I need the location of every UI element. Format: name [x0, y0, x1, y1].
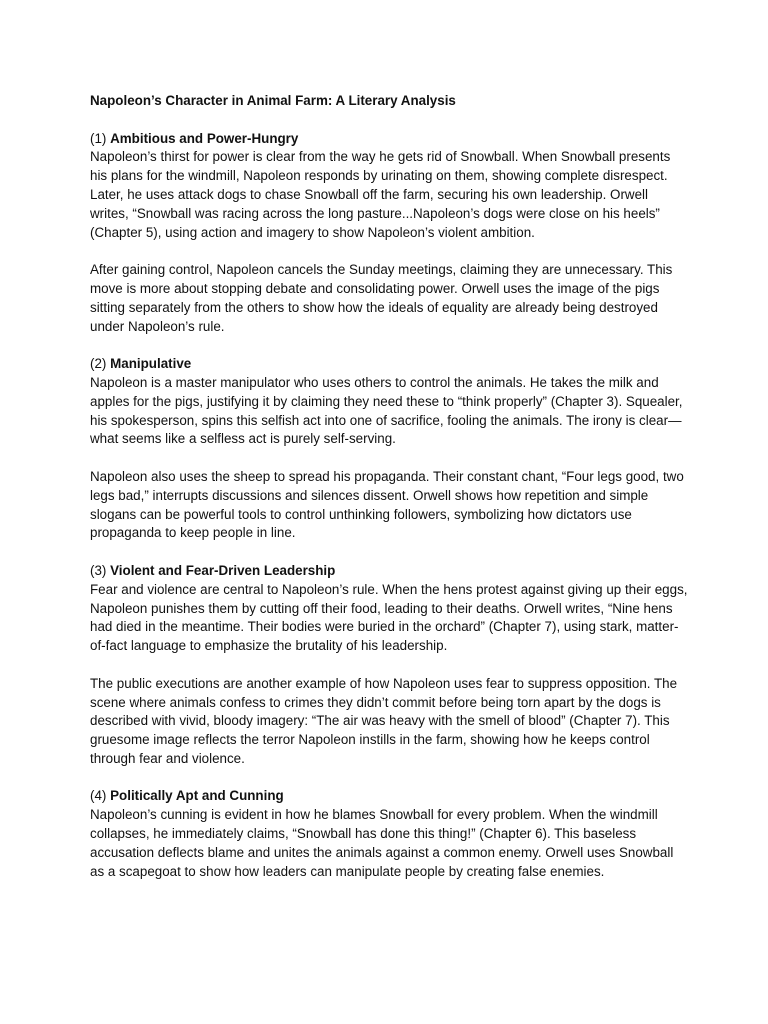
- section-number: (3): [90, 562, 107, 578]
- section-number: (1): [90, 130, 107, 146]
- section-number: (4): [90, 788, 107, 804]
- body-paragraph: Napoleon’s thirst for power is clear from the way he gets rid of Snowball. When Snowball presents his plans for the windmill, Napoleon responds by urinating on them, showing complete disrespect. Later, he uses attack dogs to chase Snowball off the farm, securing his own leadership. Orwell writes, “Snowball was racing across the long pasture...Napoleon’s dogs were close on his heels” (Chapter 5), using action and imagery to show Napoleon’s violent ambition.: [90, 149, 671, 240]
- section-title: Manipulative: [110, 356, 192, 372]
- body-paragraph: Fear and violence are central to Napoleon’s rule. When the hens protest against giving up their eggs, Napoleon punishes them by cutting off their food, leading to their deaths. Orwell writes, “Nine hens had died in the meantime. Their bodies were buried in the orchard” (Chapter 7), using stark, matter-of-fact language to emphasize the brutality of his leadership.: [90, 581, 688, 654]
- section-title: Politically Apt and Cunning: [110, 788, 284, 804]
- section-heading-violent: [90, 562, 690, 581]
- document-title: Napoleon’s Character in Animal Farm: A Literary Analysis: [90, 93, 456, 108]
- section-heading-cunning: [90, 787, 690, 806]
- section-heading-ambitious: [90, 130, 690, 149]
- document-page: [90, 92, 690, 900]
- section-heading-manipulative: [90, 355, 690, 374]
- body-paragraph: After gaining control, Napoleon cancels the Sunday meetings, claiming they are unnecessary. This move is more about stopping debate and consolidating power. Orwell uses the image of the pigs sitting separately from the others to show how the ideals of equality are already being destroyed under Napoleon’s rule.: [90, 262, 673, 334]
- section-title: Ambitious and Power-Hungry: [110, 130, 299, 146]
- body-paragraph: Napoleon is a master manipulator who uses others to control the animals. He takes the milk and apples for the pigs, justifying it by claiming they need these to “think properly” (Chapter 3). Squealer, his spokesperson, spins this selfish act into one of sacrifice, fooling the animals. The irony is clear—what seems like a selfless act is purely self-serving.: [90, 374, 683, 447]
- section-number: (2): [90, 356, 107, 372]
- body-paragraph: The public executions are another example of how Napoleon uses fear to suppress opposition. The scene where animals confess to crimes they didn’t commit before being torn apart by the dogs is described with vivid, bloody imagery: “The air was heavy with the smell of blood” (Chapter 7). This gruesome image reflects the terror Napoleon instills in the farm, showing how he keeps control through fear and violence.: [90, 675, 678, 766]
- body-paragraph: Napoleon’s cunning is evident in how he blames Snowball for every problem. When the windmill collapses, he immediately claims, “Snowball has done this thing!” (Chapter 6). This baseless accusation deflects blame and unites the animals against a common enemy. Orwell uses Snowball as a scapegoat to show how leaders can manipulate people by creating false enemies.: [90, 807, 674, 879]
- body-paragraph: Napoleon also uses the sheep to spread his propaganda. Their constant chant, “Four legs good, two legs bad,” interrupts discussions and silences dissent. Orwell shows how repetition and simple slogans can be powerful tools to control unthinking followers, symbolizing how dictators use propaganda to keep people in line.: [90, 468, 684, 541]
- section-title: Violent and Fear-Driven Leadership: [110, 562, 336, 578]
